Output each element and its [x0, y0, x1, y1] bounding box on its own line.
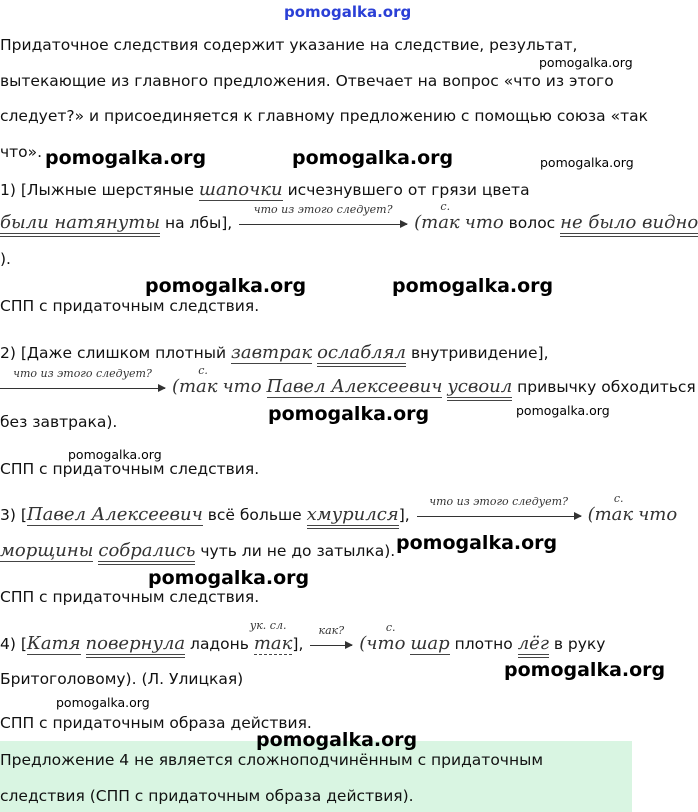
- watermark: pomogalka.org: [396, 532, 558, 554]
- watermark: pomogalka.org: [68, 447, 162, 462]
- question-arrow: что из этого следует?: [239, 222, 407, 225]
- predicate-2: не было видно: [560, 212, 698, 237]
- object-phrase: привычку обходиться: [517, 378, 696, 396]
- watermark: pomogalka.org: [56, 695, 150, 710]
- intro-line-1: Придаточное следствия содержит указание на следствие, результат,: [0, 36, 578, 54]
- watermark: pomogalka.org: [268, 403, 430, 425]
- main-clause-start: [Даже слишком плотный: [20, 344, 227, 362]
- bracket-close: ],: [292, 635, 304, 653]
- example-2-end: без завтрака).: [0, 413, 118, 431]
- indicative-word-tak: так ук. сл.: [249, 619, 293, 654]
- conjunction-chto: что: [464, 212, 504, 233]
- result-3: СПП с придаточным следствия.: [0, 588, 260, 606]
- subordinate-word: волос: [508, 214, 556, 232]
- main-clause-end: на лбы],: [164, 214, 233, 232]
- watermark: pomogalka.org: [504, 659, 666, 681]
- predicate: ослаблял: [317, 342, 406, 367]
- question-arrow: что из этого следует?: [0, 386, 165, 389]
- subject-2: шар: [410, 633, 450, 654]
- subject: Катя: [26, 633, 81, 654]
- predicate-2: лёг: [518, 633, 549, 658]
- subject-2: морщины: [0, 540, 94, 561]
- subject-2: Павел Алексеевич: [266, 376, 443, 397]
- example-2-line-1: [0, 342, 549, 363]
- example-3-line-2: [0, 540, 395, 561]
- intro-line-4: что».: [0, 143, 43, 161]
- example-number: 3): [0, 506, 16, 524]
- predicate: повернула: [86, 633, 186, 658]
- example-1-end: ).: [0, 250, 11, 268]
- adverb-phrase: всё больше: [207, 506, 302, 524]
- conjunction-chto: что с.: [366, 621, 406, 654]
- result-4: СПП с придаточным образа действия.: [0, 714, 312, 732]
- predicate: были натянуты: [0, 212, 160, 237]
- intro-line-3: следует?» и присоединяется к главному предложению с помощью союза «так: [0, 107, 648, 125]
- example-4-end: Бритоголовому). (Л. Улицкая): [0, 670, 244, 688]
- predicate: хмурился: [307, 504, 399, 529]
- watermark: pomogalka.org: [539, 55, 633, 70]
- watermark: pomogalka.org: [145, 275, 307, 297]
- watermark: pomogalka.org: [392, 275, 554, 297]
- result-2: СПП с придаточным следствия.: [0, 460, 260, 478]
- paren-open: (: [171, 376, 179, 397]
- example-number: 1): [0, 181, 16, 199]
- paren-open: (: [414, 212, 422, 233]
- main-clause-start: [Лыжные шерстяные: [20, 181, 194, 199]
- watermark-top: pomogalka.org: [284, 3, 412, 21]
- question-arrow: как?: [310, 643, 352, 646]
- watermark: pomogalka.org: [45, 147, 207, 169]
- example-3-tail: чуть ли не до затылка).: [200, 542, 396, 560]
- example-1-line-2: [0, 200, 698, 233]
- watermark: pomogalka.org: [292, 147, 454, 169]
- example-number: 2): [0, 344, 16, 362]
- watermark: pomogalka.org: [256, 729, 418, 751]
- example-1-line-1: [0, 179, 530, 200]
- note-line-1: Предложение 4 не является сложноподчинённым с придаточным: [0, 751, 544, 769]
- subject: шапочки: [198, 179, 283, 200]
- bracket-open: [: [20, 635, 27, 653]
- question-arrow: что из этого следует?: [417, 514, 581, 517]
- example-4-line-1: [0, 619, 606, 654]
- adverb-word: плотно: [454, 635, 513, 653]
- intro-line-2: вытекающие из главного предложения. Отвечает на вопрос «что из этого: [0, 72, 614, 90]
- subject: Павел Алексеевич: [26, 504, 203, 525]
- predicate-2: усвоил: [447, 376, 512, 401]
- bracket-open: [: [20, 506, 27, 524]
- bracket-close: ],: [398, 506, 410, 524]
- example-3-line-1: [0, 492, 678, 525]
- attribute-phrase: исчезнувшего от грязи цвета: [287, 181, 530, 199]
- conjunction-chto: что: [222, 376, 262, 397]
- watermark: pomogalka.org: [516, 403, 610, 418]
- example-2-line-2: [0, 364, 696, 397]
- predicate-2: собрались: [98, 540, 195, 565]
- watermark: pomogalka.org: [148, 567, 310, 589]
- paren-open: (: [359, 633, 367, 654]
- paren-open: (: [587, 504, 595, 525]
- example-number: 4): [0, 635, 16, 653]
- conjunction-tak: так с.: [178, 364, 218, 397]
- object-word: ладонь: [190, 635, 249, 653]
- result-1: СПП с придаточным следствия.: [0, 297, 260, 315]
- conjunction-chto: что: [638, 504, 678, 525]
- note-line-2: следствия (СПП с придаточным образа действия).: [0, 787, 414, 805]
- watermark: pomogalka.org: [540, 155, 634, 170]
- conjunction-tak: так с.: [421, 200, 460, 233]
- subject: завтрак: [231, 342, 313, 363]
- conjunction-tak: так с.: [594, 492, 634, 525]
- main-clause-end: внутривидение],: [410, 344, 549, 362]
- object-phrase: в руку: [553, 635, 606, 653]
